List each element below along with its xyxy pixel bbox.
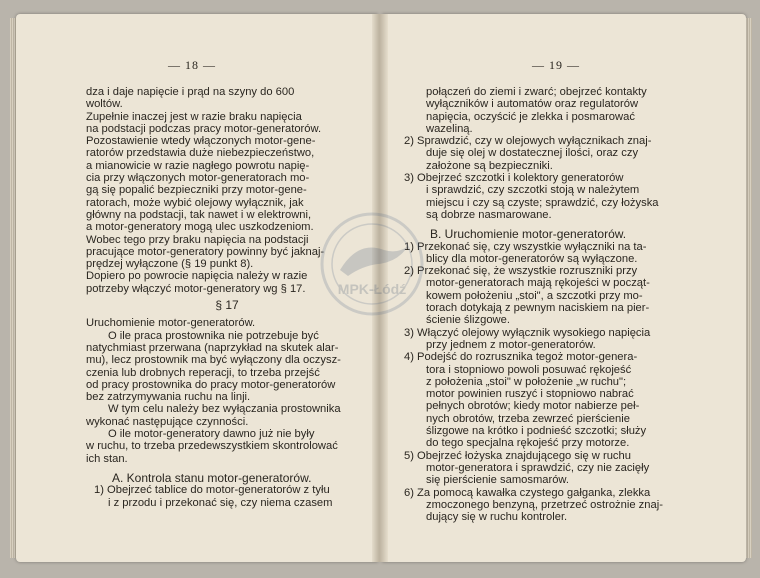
list-item-line: torach dotykają z pewnym naciskiem na pier- <box>426 302 650 315</box>
list-item-line: nych obrotów, trzeba zewrzeć pierścienie <box>426 412 630 425</box>
list-item-line: przy jednem z motor-generatorów. <box>426 338 596 351</box>
text-line: wazeliną. <box>426 122 473 135</box>
list-item-line: 6) Za pomocą kawałka czystego gałganka, zlekka <box>404 486 651 499</box>
watermark-text: MPK-Łódź <box>337 281 407 297</box>
watermark <box>318 210 426 318</box>
list-item-line: 3) Obejrzeć szczotki i kolektory generatorów <box>404 172 624 185</box>
list-item-line: zmoczonego benzyną, przetrzeć ostrożnie znaj- <box>426 498 663 511</box>
list-item-line: 2) Przekonać się, że wszystkie rozruszniki przy <box>404 265 638 278</box>
text-line: wyłączników i automatów oraz regulatorów <box>426 98 639 111</box>
list-item-line: kowem położeniu „stoi", a szczotki przy mo- <box>426 289 643 302</box>
list-item-line: miejscu i czy są czyste; sprawdzić, czy łożyska <box>426 196 659 209</box>
page-number: — 19 — <box>532 58 580 72</box>
section-title: Uruchomienie motor-generatorów. <box>86 317 256 330</box>
list-item-line: 3) Włączyć olejowy wyłącznik wysokiego napięcia <box>404 326 651 339</box>
text-line: a motor-generatory mogą ulec uszkodzeniom. <box>86 221 314 234</box>
text-line: Wobec tego przy braku napięcia na podstacji <box>86 233 309 246</box>
text-line: natychmiast przerwana (naprzykład na skutek alar- <box>86 341 339 354</box>
text-line: Zupełnie inaczej jest w razie braku napięcia <box>86 110 302 123</box>
text-line: O ile praca prostownika nie potrzebuje być <box>108 329 319 342</box>
text-line: cia przy włączonych motor-generatorach mo- <box>86 172 310 185</box>
list-item-line: do tego specjalna rękojeść przy motorze. <box>426 437 630 450</box>
list-item-line: 4) Podejść do rozrusznika tegoż motor-genera- <box>404 351 638 364</box>
text-line: O ile motor-generatory dawno już nie były <box>108 428 315 441</box>
list-item-line: dujący się w ruchu kontroler. <box>426 511 568 524</box>
text-line: W tym celu należy bez wyłączania prostownika <box>108 403 341 416</box>
list-item-line: motor powinien ruszyć i stopniowo nabrać <box>426 388 634 401</box>
list-item-line: 5) Obejrzeć łożyska znajdującego się w ruchu <box>404 449 631 462</box>
text-line: na podstacji podczas pracy motor-generatorów. <box>86 122 322 135</box>
text-line: ich stan. <box>86 452 128 465</box>
text-line: napięcia, oczyścić je zlekka i posmarować <box>426 110 635 123</box>
list-item-line: założone są bezpieczniki. <box>426 159 553 172</box>
text-line: mu), lecz prostownik ma być wyłączony dla oczysz- <box>86 354 341 367</box>
heading-a: A. Kontrola stanu motor-generatorów. <box>112 470 312 485</box>
text-line: prędzej wyłączone (§ 19 punkt 8). <box>86 258 254 271</box>
list-item-line: się pierścienie samosmarów. <box>426 474 570 487</box>
text-line: w ruchu, to trzeba przedewszystkiem skontrolować <box>86 440 338 453</box>
text-line: czenia lub drobnych reperacji, to trzeba przejść <box>86 366 320 379</box>
list-item-line: 1) Przekonać się, czy wszystkie wyłączniki na ta- <box>404 240 647 253</box>
list-item-line: 1) Obejrzeć tablice do motor-generatorów z tyłu <box>94 484 330 497</box>
list-item-line: ścienie ślizgowe. <box>426 314 510 327</box>
text-line: gą się popalić bezpieczniki przy motor-gene- <box>86 184 307 197</box>
text-line: główny na podstacji, tak nawet i w elektrowni, <box>86 208 312 221</box>
text-line: pracujące motor-generatory powinny być jaknaj- <box>86 245 325 258</box>
list-item-line: tora i stopniowo powoli posuwać rękojeść <box>426 363 632 376</box>
text-line: bez zatrzymywania ruchu na linji. <box>86 391 251 404</box>
list-item-line: blicy dla motor-generatorów są wyłączone. <box>426 252 638 265</box>
list-item-line: i sprawdzić, czy szczotki stoją w należytem <box>426 184 640 197</box>
list-item-line: i z przodu i przekonać się, czy niema czasem <box>108 496 333 509</box>
text-line: ratorów przedstawia duże niebezpieczeństwo, <box>86 147 315 160</box>
text-line: a mianowicie w razie nagłego powrotu napię- <box>86 159 310 172</box>
text-line: wykonać następujące czynności. <box>86 415 249 428</box>
text-line: Dopiero po powrocie napięcia należy w razie <box>86 270 308 283</box>
list-item-line: pełnych obrotów; kiedy motor nabierze peł- <box>426 400 640 413</box>
list-item-line: motor-generatorach mają rękojeści w począt- <box>426 277 650 290</box>
text-line: woltów. <box>86 98 123 111</box>
list-item-line: z położenia „stoi" w położenie „w ruchu"; <box>426 375 627 388</box>
text-line: potrzeby włączyć motor-generatory wg § 17. <box>86 282 306 295</box>
list-item-line: motor-generatora i sprawdzić, czy nie zacięły <box>426 461 650 474</box>
right-page-edges <box>746 18 752 558</box>
list-item-line: ślizgowe na krótko i podnieść szczotki; służy <box>426 425 647 438</box>
heading-b: B. Uruchomienie motor-generatorów. <box>430 227 627 242</box>
list-item-line: 2) Sprawdzić, czy w olejowych wyłącznikach znaj- <box>404 135 652 148</box>
list-item-line: duje się olej w dostatecznej ilości, oraz czy <box>426 147 639 160</box>
text-line: dza i daje napięcie i prąd na szyny do 600 <box>86 86 295 98</box>
text-line: połączeń do ziemi i zwarć; obejrzeć kontakty <box>426 86 647 98</box>
section-mark: § 17 <box>215 298 239 313</box>
page-number: — 18 — <box>168 58 216 72</box>
right-page-text <box>404 86 696 523</box>
list-item-line: są dobrze nasmarowane. <box>426 208 552 221</box>
bird-logo-icon <box>318 210 426 318</box>
text-line: ratorach, może wybić olejowy wyłącznik, jak <box>86 196 304 209</box>
right-page <box>382 14 746 562</box>
text-line: Pozostawienie wtedy włączonych motor-gene- <box>86 135 316 148</box>
text-line: od pracy prostownika do pracy motor-generatorów <box>86 378 336 391</box>
